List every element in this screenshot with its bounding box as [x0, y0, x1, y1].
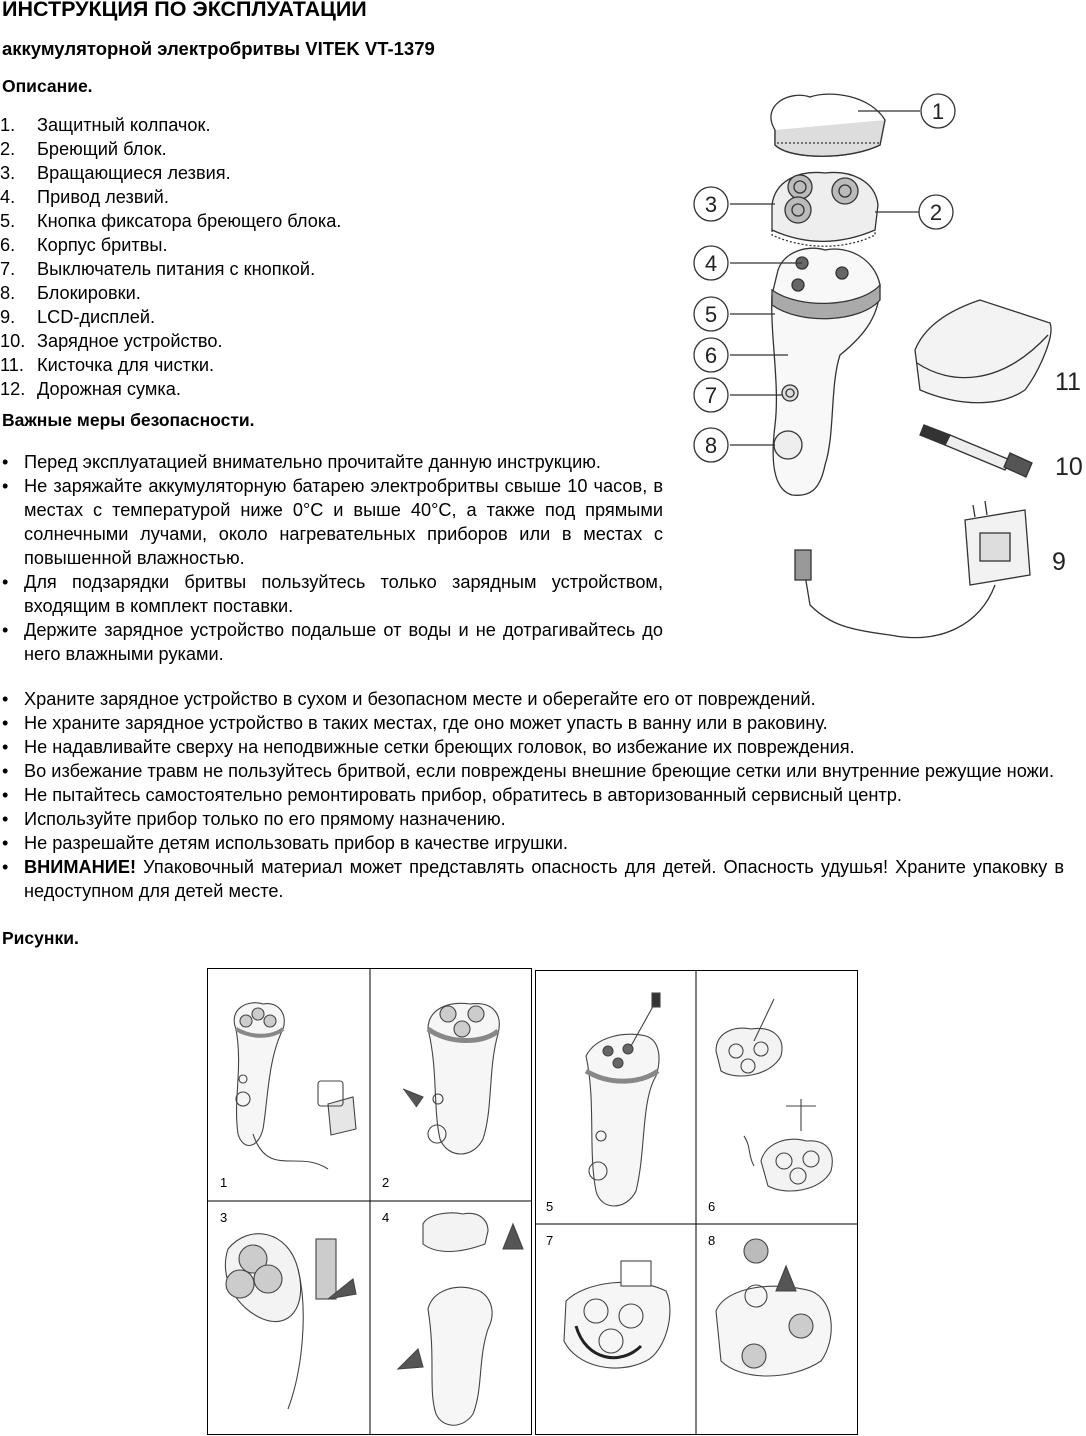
list-item: • Держите зарядное устройство подальше от воды и не дотрагивайтесь до него влажными руками. — [2, 620, 663, 664]
figure-label-2: 2 — [382, 1175, 390, 1190]
callout-4: 4 — [704, 251, 718, 276]
list-item: • Не заряжайте аккумуляторную батарею электробритвы свыше 10 часов, в местах с температурой ниже 0°С и выше 40°С, а также под прямыми солнечными лучами, около нагревательных приборов или в местах с повышенной влажностью. — [2, 476, 663, 568]
parts-list — [0, 113, 600, 401]
warning-item: • ВНИМАНИЕ! Упаковочный материал может представлять опасность для детей. Опасность удушья! Храните упаковку в недоступном для детей месте. — [2, 857, 1064, 901]
list-item: • Во избежание травм не пользуйтесь бритвой, если повреждены внешние бреющие сетки или внутренние режущие ножи. — [2, 761, 1055, 781]
list-item: • Не надавливайте сверху на неподвижные сетки бреющих головок, во избежание их повреждения. — [2, 737, 855, 757]
figures-heading: Рисунки. — [2, 928, 79, 948]
protective-cap-illustration — [771, 94, 885, 156]
list-item: • Для подзарядки бритвы пользуйтесь только зарядным устройством, входящим в комплект поставки. — [2, 572, 663, 616]
list-item: 5. Кнопка фиксатора бреющего блока. — [0, 211, 342, 231]
list-item: 11. Кисточка для чистки. — [0, 355, 215, 375]
list-item: 10. Зарядное устройство. — [0, 331, 223, 351]
document-title: ИНСТРУКЦИЯ ПО ЭКСПЛУАТАЦИИ — [2, 0, 367, 21]
charger-illustration — [795, 501, 1030, 638]
figure-label-5: 5 — [546, 1199, 554, 1214]
list-item: 12. Дорожная сумка. — [0, 379, 181, 399]
list-item: 9. LCD-дисплей. — [0, 307, 156, 327]
callout-1: 1 — [931, 99, 945, 124]
safety-list-narrow — [0, 450, 663, 666]
callout-3: 3 — [704, 192, 718, 217]
callout-2: 2 — [929, 200, 943, 225]
list-item: 4. Привод лезвий. — [0, 187, 169, 207]
list-item: • Не храните зарядное устройство в таких местах, где оно может упасть в ванну или в раковину. — [2, 713, 828, 733]
list-item: 8. Блокировки. — [0, 283, 141, 303]
warning-label: ВНИМАНИЕ! — [24, 857, 137, 877]
callout-11: 11 — [1055, 368, 1081, 396]
figures-panel-right — [535, 970, 858, 1435]
figures-panel-left — [207, 968, 532, 1435]
list-item: 2. Бреющий блок. — [0, 139, 167, 159]
list-item: • Перед эксплуатацией внимательно прочитайте данную инструкцию. — [2, 452, 601, 472]
list-item: • Не разрешайте детям использовать прибор в качестве игрушки. — [2, 833, 568, 853]
shaving-block-illustration — [772, 172, 878, 246]
cleaning-brush-illustration — [920, 425, 1032, 477]
callout-6: 6 — [704, 343, 718, 368]
figure-label-4: 4 — [382, 1210, 390, 1225]
figures-grid-left — [208, 969, 531, 1434]
list-item: 7. Выключатель питания с кнопкой. — [0, 259, 316, 279]
list-item: 6. Корпус бритвы. — [0, 235, 168, 255]
callout-9: 9 — [1052, 548, 1066, 576]
callout-5: 5 — [704, 302, 718, 327]
list-item: 1. Защитный колпачок. — [0, 115, 211, 135]
callout-8: 8 — [704, 433, 718, 458]
callout-10: 10 — [1055, 453, 1083, 481]
parts-diagram — [680, 85, 1083, 660]
travel-bag-illustration — [915, 300, 1051, 403]
list-item: • Не пытайтесь самостоятельно ремонтировать прибор, обратитесь в авторизованный сервисный центр. — [2, 785, 902, 805]
description-heading: Описание. — [2, 76, 93, 96]
figures-grid-right — [536, 971, 857, 1434]
list-item: 3. Вращающиеся лезвия. — [0, 163, 231, 183]
shaver-body-illustration — [772, 248, 880, 495]
safety-heading: Важные меры безопасности. — [2, 410, 255, 430]
figure-label-1: 1 — [220, 1175, 228, 1190]
document-subtitle: аккумуляторной электробритвы VITEK VT-1379 — [2, 38, 435, 59]
list-item: • Используйте прибор только по его прямому назначению. — [2, 809, 506, 829]
callout-7: 7 — [704, 383, 718, 408]
list-item: • Храните зарядное устройство в сухом и безопасном месте и оберегайте его от повреждений. — [2, 689, 816, 709]
figure-label-6: 6 — [708, 1199, 716, 1214]
figure-label-3: 3 — [220, 1210, 228, 1225]
figure-label-8: 8 — [708, 1233, 716, 1248]
figure-label-7: 7 — [546, 1233, 554, 1248]
safety-list-wide — [0, 687, 1064, 903]
